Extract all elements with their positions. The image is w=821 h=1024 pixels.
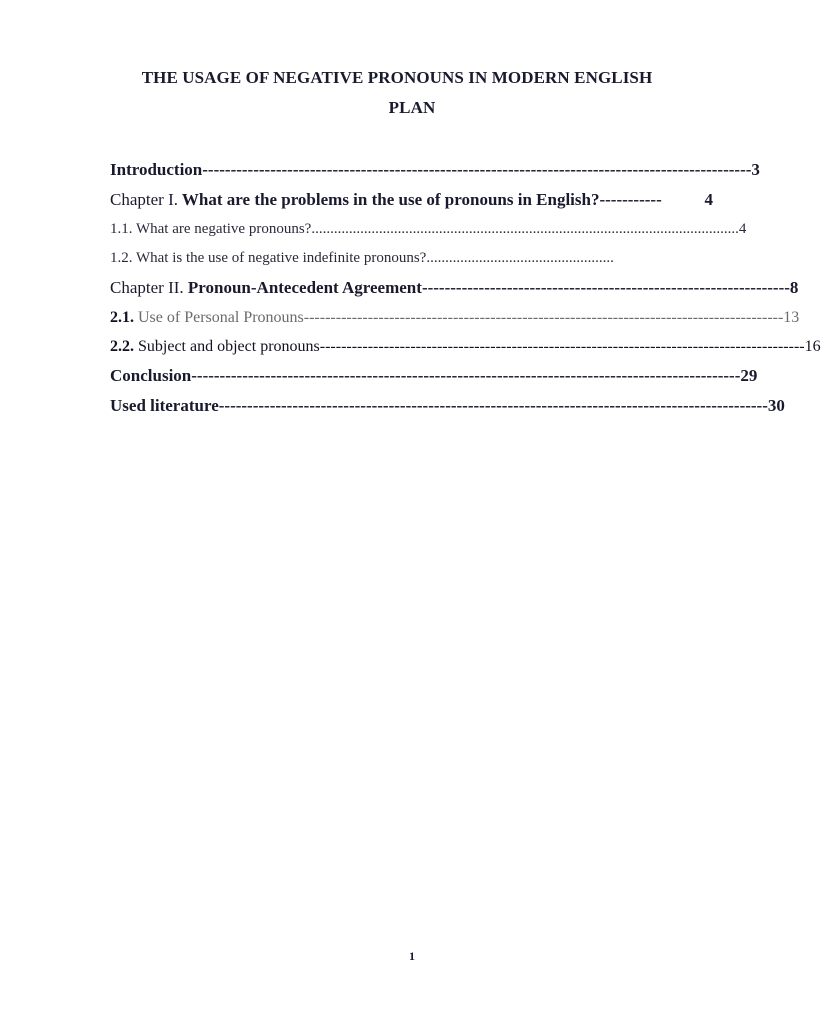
toc-page-number: 29 [740,366,758,385]
toc-chapter-prefix: Chapter I. [110,190,178,209]
toc-label: Used literature [110,396,219,415]
toc-entry-section-2-1 [110,303,800,332]
toc-entry-introduction [110,155,760,185]
toc-section-number: 2.1. [110,309,134,326]
toc-entry-chapter-2 [110,273,799,303]
toc-label: Pronoun-Antecedent Agreement [183,278,422,297]
toc-page-number: 3 [751,160,760,179]
toc-page-number: 8 [789,278,799,297]
toc-leader: ------------------------------------------------------------------------------------------------- [218,396,768,415]
toc-chapter-prefix: Chapter II. [110,278,184,297]
toc-entry-section-1-1 [110,215,747,244]
toc-leader: .................................................................................................................. [311,221,739,237]
toc-label: 1.1. What are negative pronouns? [110,221,312,237]
toc-label: What are the problems in the use of pronouns in English? [177,190,600,209]
toc-label: Use of Personal Pronouns [134,309,304,326]
toc-leader: ------------------------------------------------------------------------------------------------- [191,366,741,385]
toc-section-number: 2.2. [110,338,134,355]
toc-leader: .................................................. [426,250,614,266]
toc-entry-used-literature [110,391,785,421]
toc-leader: ------------------------------------------------------------------------------------------- [319,338,805,355]
toc-leader: ------------------------------------------------------------------------------------------------- [202,160,752,179]
toc-page-number: 4 [704,190,713,209]
toc-entry-conclusion [110,361,758,391]
toc-label: 1.2. What is the use of negative indefinite pronouns? [110,250,427,266]
table-of-contents [110,155,821,421]
toc-leader: ------------------------------------------------------------------------------------------ [303,309,784,326]
toc-entry-section-2-2 [110,332,821,361]
toc-leader: ----------------------------------------------------------------- [421,278,790,297]
toc-entry-section-1-2 [110,244,698,273]
toc-page-number: 13 [783,309,800,326]
toc-page-number: 4 [738,221,747,237]
plan-heading: PLAN [388,98,436,117]
toc-label: Conclusion [110,366,192,385]
toc-entry-chapter-1 [110,185,713,215]
toc-label: Subject and object pronouns [134,338,320,355]
toc-label: Introduction [110,160,203,179]
toc-page-number: 16 [804,338,821,355]
toc-leader: ----------- [599,190,662,209]
document-title: THE USAGE OF NEGATIVE PRONOUNS IN MODERN ENGLISH [141,68,653,87]
page-number-footer: 1 [409,949,415,963]
toc-page-number: 30 [767,396,785,415]
